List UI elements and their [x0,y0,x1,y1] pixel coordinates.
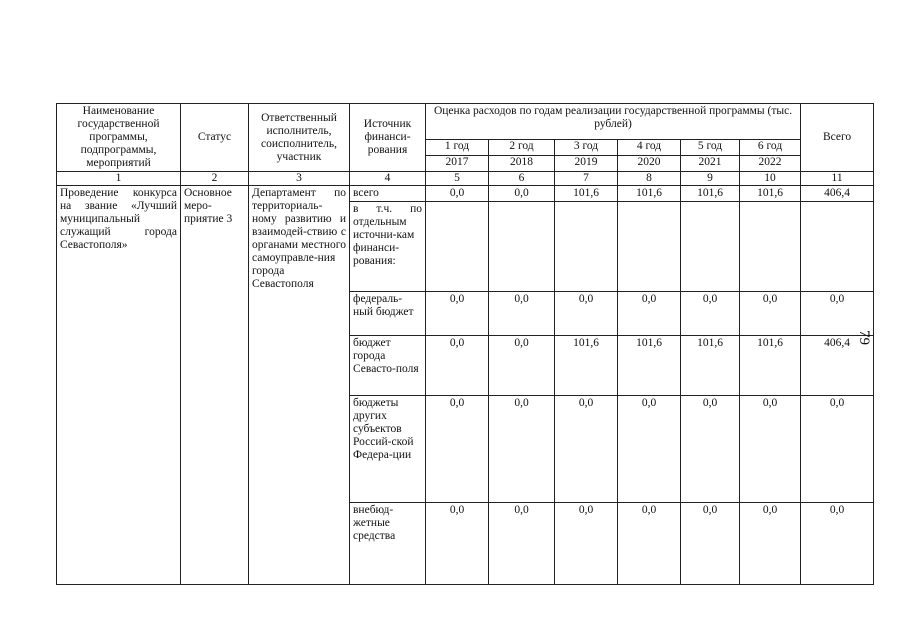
column-number: 6 [489,172,555,186]
value-cell: 0,0 [618,396,681,503]
year-label-4: 4 год [618,140,681,156]
total-cell: 0,0 [801,503,874,585]
header-responsible: Ответственный исполнитель, соисполнитель, участник [249,104,350,172]
value-cell: 101,6 [681,186,740,202]
value-cell: 0,0 [681,396,740,503]
column-number: 11 [801,172,874,186]
column-number: 7 [555,172,618,186]
value-cell [489,202,555,292]
header-name: Наименование государственной программы, подпрограммы, мероприятий [57,104,181,172]
value-cell [740,202,801,292]
funding-source: бюджеты других субъектов Россий-ской Федера-ции [350,396,426,503]
column-number: 10 [740,172,801,186]
value-cell: 0,0 [426,186,489,202]
column-number: 9 [681,172,740,186]
total-cell: 406,4 [801,186,874,202]
value-cell: 0,0 [555,503,618,585]
budget-table [56,103,874,585]
value-cell: 0,0 [489,292,555,336]
value-cell: 101,6 [618,186,681,202]
funding-source: всего [350,186,426,202]
column-number: 1 [57,172,181,186]
value-cell [618,202,681,292]
year-label-3: 3 год [555,140,618,156]
year-label-6: 6 год [740,140,801,156]
value-cell: 101,6 [681,336,740,396]
item-name: Проведение конкурса на звание «Лучший муниципальный служащий города Севастополя» [57,186,181,585]
value-cell: 0,0 [740,503,801,585]
total-cell: 0,0 [801,292,874,336]
value-cell: 101,6 [618,336,681,396]
column-number: 2 [181,172,249,186]
column-number: 3 [249,172,350,186]
value-cell: 101,6 [555,336,618,396]
funding-source: бюджет города Севасто-поля [350,336,426,396]
page-number: 79 [856,330,872,345]
item-responsible: Департамент по территориаль-ному развитию и взаимодей-ствию с органами местного самоуправле-ния города Севастополя [249,186,350,585]
header-status: Статус [181,104,249,172]
column-number: 4 [350,172,426,186]
column-number: 5 [426,172,489,186]
total-cell [801,202,874,292]
year-label-1: 1 год [426,140,489,156]
value-cell: 101,6 [740,186,801,202]
value-cell: 0,0 [426,503,489,585]
value-cell: 0,0 [489,186,555,202]
year-5: 2021 [681,156,740,172]
value-cell [555,202,618,292]
value-cell: 101,6 [555,186,618,202]
value-cell: 0,0 [426,292,489,336]
funding-source: в т.ч. по отдельным источни-кам финанси-рования: [350,202,426,292]
header-total: Всего [801,104,874,172]
header-estimate: Оценка расходов по годам реализации государственной программы (тыс. рублей) [426,104,801,140]
year-2: 2018 [489,156,555,172]
item-status: Основное меро-приятие 3 [181,186,249,585]
total-cell: 406,4 [801,336,874,396]
value-cell: 0,0 [489,396,555,503]
year-4: 2020 [618,156,681,172]
value-cell: 0,0 [618,503,681,585]
year-6: 2022 [740,156,801,172]
column-number-row [57,172,874,186]
value-cell: 0,0 [740,292,801,336]
year-3: 2019 [555,156,618,172]
value-cell: 0,0 [489,503,555,585]
value-cell: 0,0 [618,292,681,336]
year-label-2: 2 год [489,140,555,156]
column-number: 8 [618,172,681,186]
value-cell: 0,0 [740,396,801,503]
value-cell: 0,0 [555,396,618,503]
value-cell: 0,0 [681,292,740,336]
value-cell: 0,0 [555,292,618,336]
year-label-5: 5 год [681,140,740,156]
value-cell: 0,0 [681,503,740,585]
value-cell [426,202,489,292]
value-cell: 0,0 [426,336,489,396]
value-cell: 101,6 [740,336,801,396]
funding-source: внебюд-жетные средства [350,503,426,585]
table-row [57,186,874,202]
header-source: Источник финанси-рования [350,104,426,172]
value-cell: 0,0 [489,336,555,396]
funding-source: федераль-ный бюджет [350,292,426,336]
value-cell [681,202,740,292]
total-cell: 0,0 [801,396,874,503]
year-1: 2017 [426,156,489,172]
value-cell: 0,0 [426,396,489,503]
